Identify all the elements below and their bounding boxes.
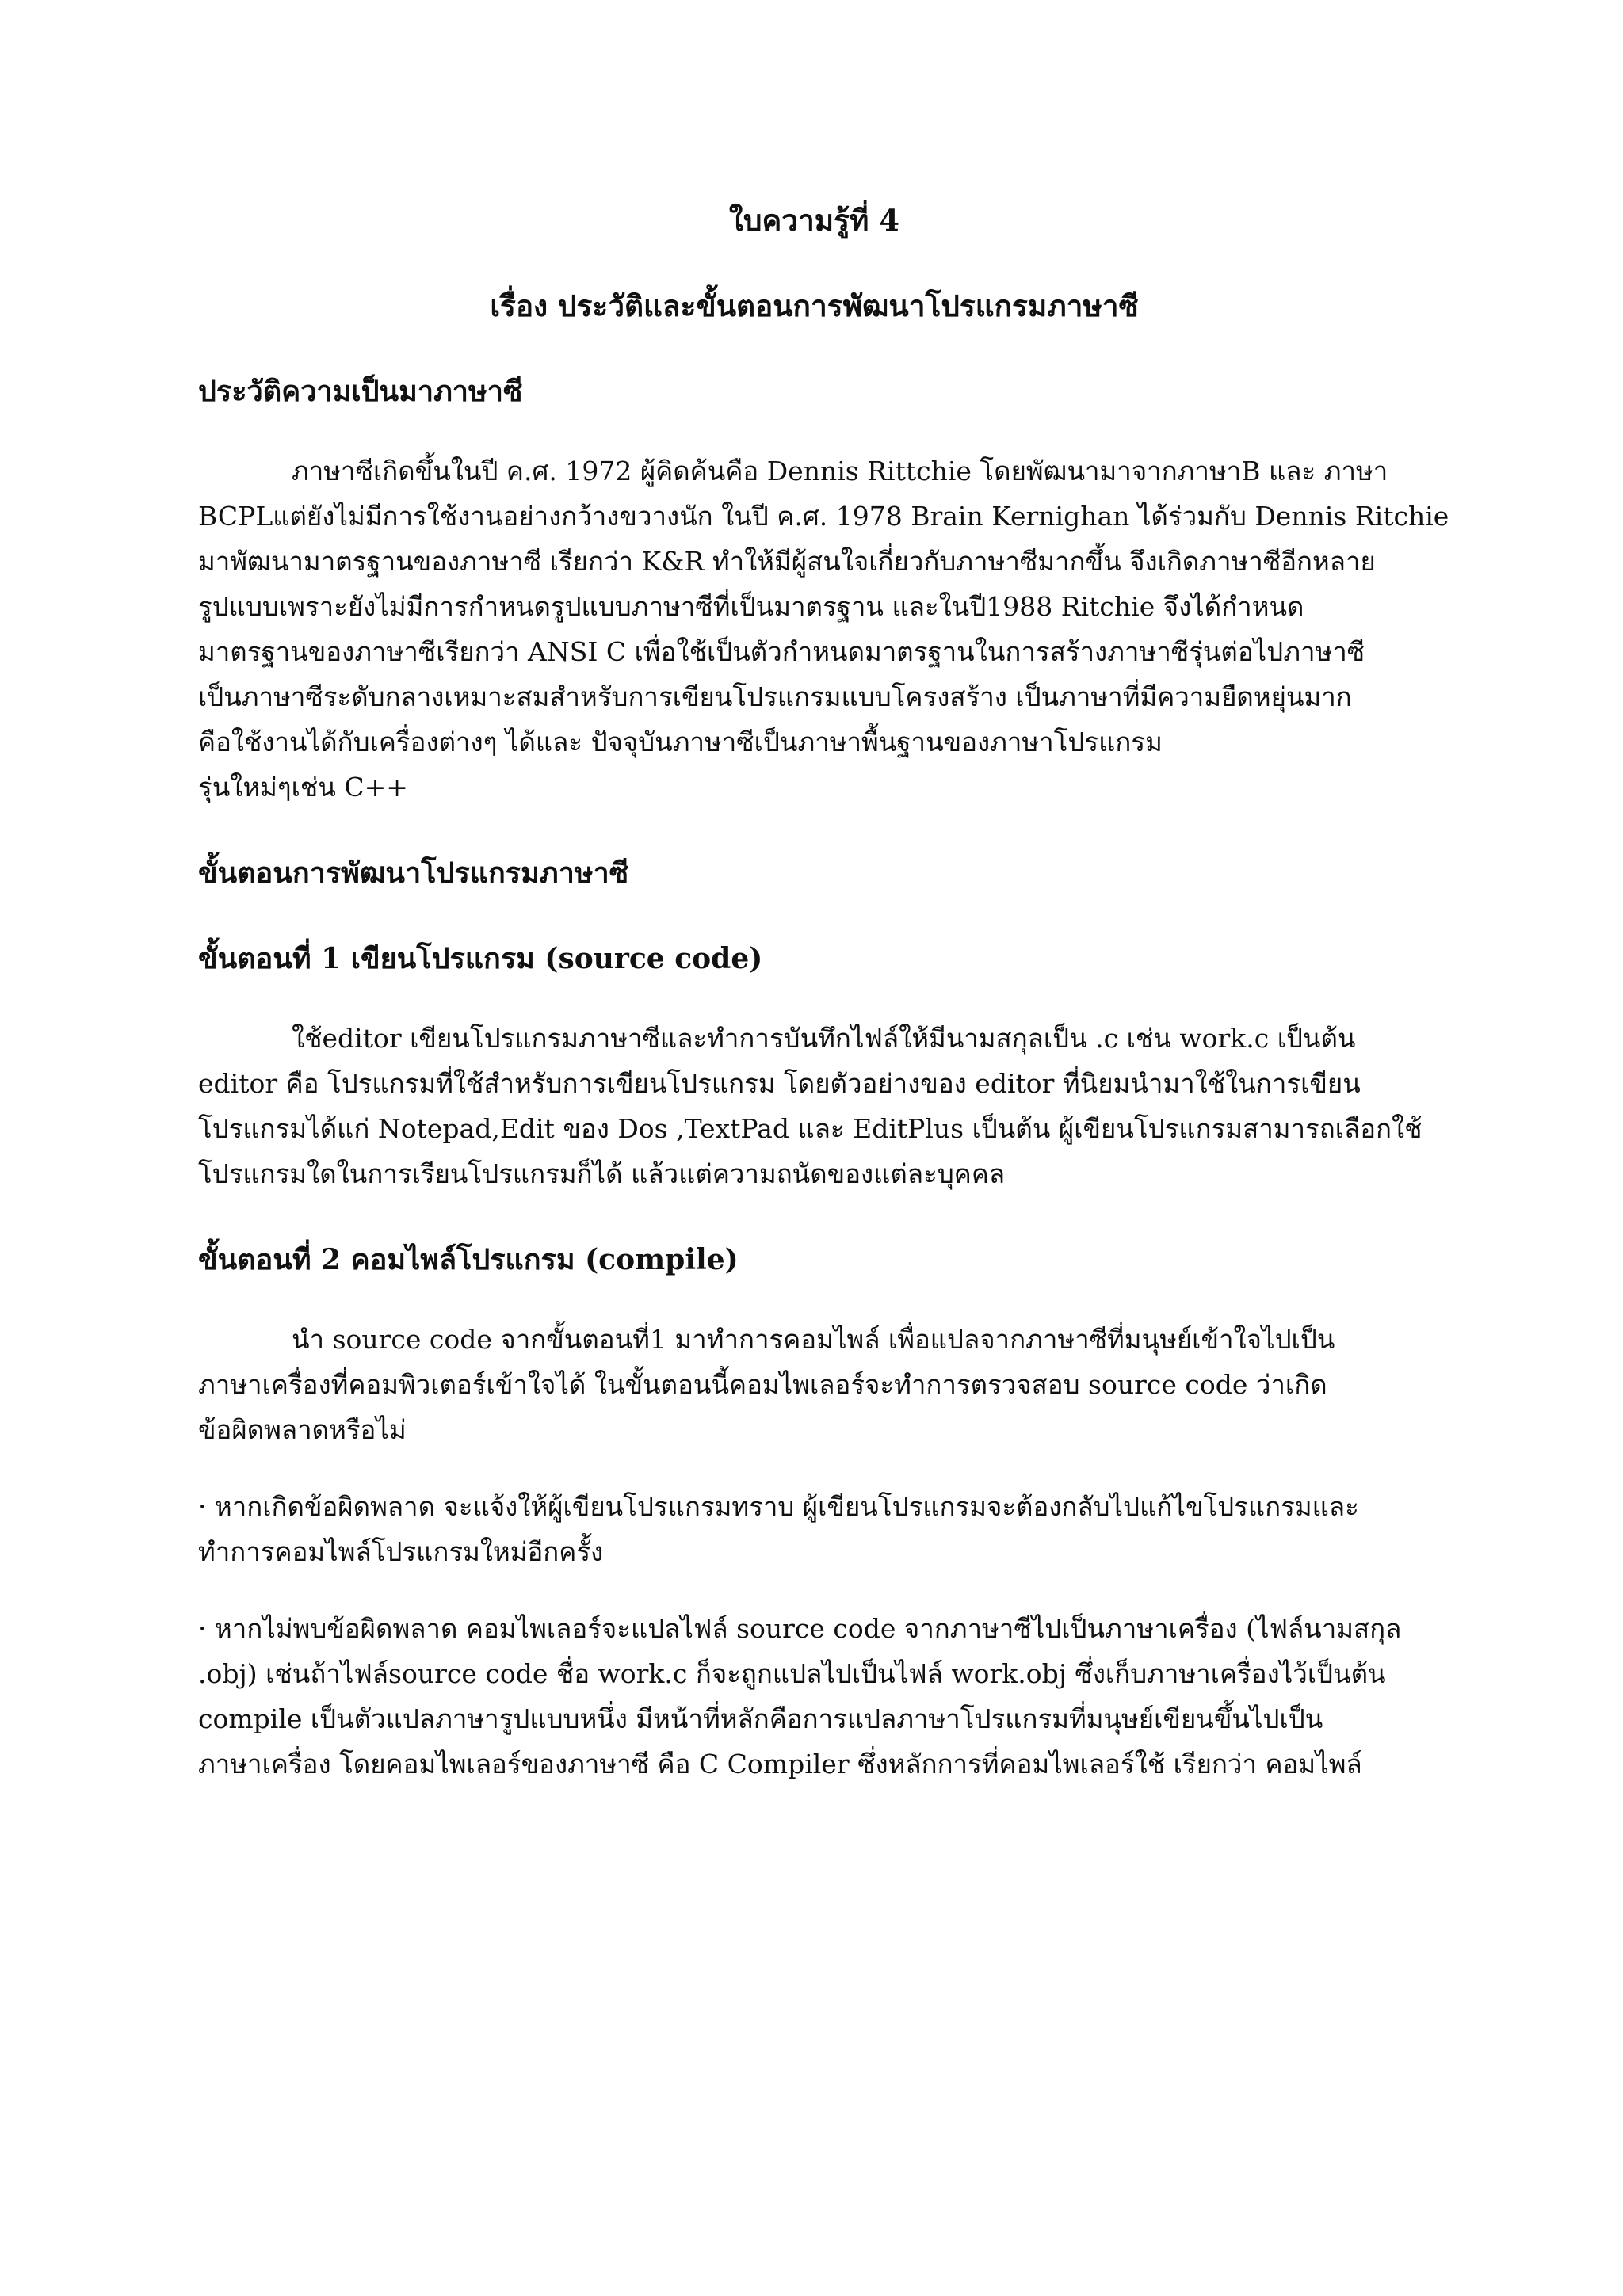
paragraph-line: BCPLแต่ยังไม่มีการใช้งานอย่างกว้างขวางนัก ในปี ค.ศ. 1978 Brain Kernighan ได้ร่วมกับ Dennis Ritchie bbox=[198, 501, 1449, 532]
bullet-error-found bbox=[198, 1484, 1430, 1574]
page-title: ใบความรู้ที่ 4 bbox=[728, 203, 900, 238]
step1-paragraph bbox=[198, 1016, 1430, 1196]
paragraph-line: compile เป็นตัวแปลภาษารูปแบบหนึ่ง มีหน้าที่หลักคือการแปลภาษาโปรแกรมที่มนุษย์เขียนขึ้นไปเป็น bbox=[198, 1703, 1323, 1734]
paragraph-line: รูปแบบเพราะยังไม่มีการกำหนดรูปแบบภาษาซีที่เป็นมาตรฐาน และในปี1988 Ritchie จึงได้กำหนด bbox=[198, 591, 1304, 622]
history-heading: ประวัติความเป็นมาภาษาซี bbox=[198, 375, 523, 408]
step1-heading: ขั้นตอนที่ 1 เขียนโปรแกรม (source code) bbox=[198, 942, 763, 975]
steps-heading: ขั้นตอนการพัฒนาโปรแกรมภาษาซี bbox=[198, 856, 629, 890]
page-subtitle: เรื่อง ประวัติและขั้นตอนการพัฒนาโปรแกรมภาษาซี bbox=[490, 288, 1139, 323]
document-content bbox=[198, 198, 1449, 1787]
history-paragraph bbox=[198, 448, 1449, 810]
paragraph-line: มาพัฒนามาตรฐานของภาษาซี เรียกว่า K&R ทำให้มีผู้สนใจเกี่ยวกับภาษาซีมากขึ้น จึงเกิดภาษาซีอีกหลาย bbox=[198, 546, 1376, 577]
paragraph-line: ภาษาซีเกิดขึ้นในปี ค.ศ. 1972 ผู้คิดค้นคือ Dennis Rittchie โดยพัฒนามาจากภาษาB และ ภาษา bbox=[292, 456, 1388, 486]
paragraph-line: มาตรฐานของภาษาซีเรียกว่า ANSI C เพื่อใช้เป็นตัวกำหนดมาตรฐานในการสร้างภาษาซีรุ่นต่อไปภาษาซี bbox=[198, 636, 1365, 667]
paragraph-line: ทำการคอมไพล์โปรแกรมใหม่อีกครั้ง bbox=[198, 1536, 604, 1567]
step2-heading: ขั้นตอนที่ 2 คอมไพล์โปรแกรม (compile) bbox=[198, 1243, 739, 1276]
paragraph-line: นำ source code จากขั้นตอนที่1 มาทำการคอมไพล์ เพื่อแปลจากภาษาซีที่มนุษย์เข้าใจไปเป็น bbox=[292, 1324, 1335, 1355]
paragraph-line: เป็นภาษาซีระดับกลางเหมาะสมสำหรับการเขียนโปรแกรมแบบโครงสร้าง เป็นภาษาที่มีความยืดหยุ่นมาก bbox=[198, 681, 1352, 712]
step2-paragraph bbox=[198, 1317, 1430, 1452]
paragraph-line: .obj) เช่นถ้าไฟล์source code ชื่อ work.c ก็จะถูกแปลไปเป็นไฟล์ work.obj ซึ่งเก็บภาษาเครื่องไว้เป็นต้น bbox=[198, 1658, 1386, 1689]
paragraph-line: โปรแกรมใดในการเรียนโปรแกรมก็ได้ แล้วแต่ความถนัดของแต่ละบุคคล bbox=[198, 1158, 1006, 1189]
paragraph-line: · หากไม่พบข้อผิดพลาด คอมไพเลอร์จะแปลไฟล์ source code จากภาษาซีไปเป็นภาษาเครื่อง (ไฟล์นามสกุล bbox=[198, 1613, 1402, 1644]
paragraph-line: · หากเกิดข้อผิดพลาด จะแจ้งให้ผู้เขียนโปรแกรมทราบ ผู้เขียนโปรแกรมจะต้องกลับไปแก้ไขโปรแกรมและ bbox=[198, 1491, 1359, 1522]
paragraph-line: ภาษาเครื่อง โดยคอมไพเลอร์ของภาษาซี คือ C Compiler ซึ่งหลักการที่คอมไพเลอร์ใช้ เรียกว่า คอมไพล์ bbox=[198, 1749, 1362, 1779]
paragraph-line: ภาษาเครื่องที่คอมพิวเตอร์เข้าใจได้ ในขั้นตอนนี้คอมไพเลอร์จะทำการตรวจสอบ source code ว่าเกิด bbox=[198, 1369, 1327, 1400]
bullet-no-error bbox=[198, 1606, 1430, 1787]
paragraph-line: ข้อผิดพลาดหรือไม่ bbox=[198, 1414, 407, 1445]
paragraph-line: โปรแกรมได้แก่ Notepad,Edit ของ Dos ,TextPad และ EditPlus เป็นต้น ผู้เขียนโปรแกรมสามารถเลือกใช้ bbox=[198, 1113, 1423, 1144]
paragraph-line: ใช้editor เขียนโปรแกรมภาษาซีและทำการบันทึกไฟล์ให้มีนามสกุลเป็น .c เช่น work.c เป็นต้น bbox=[292, 1023, 1356, 1054]
paragraph-line: รุ่นใหม่ๆเช่น C++ bbox=[198, 772, 408, 803]
paragraph-line: editor คือ โปรแกรมที่ใช้สำหรับการเขียนโปรแกรม โดยตัวอย่างของ editor ที่นิยมนำมาใช้ในการเขียน bbox=[198, 1068, 1361, 1099]
paragraph-line: คือใช้งานได้กับเครื่องต่างๆ ได้และ ปัจจุบันภาษาซีเป็นภาษาพื้นฐานของภาษาโปรแกรม bbox=[198, 727, 1163, 757]
